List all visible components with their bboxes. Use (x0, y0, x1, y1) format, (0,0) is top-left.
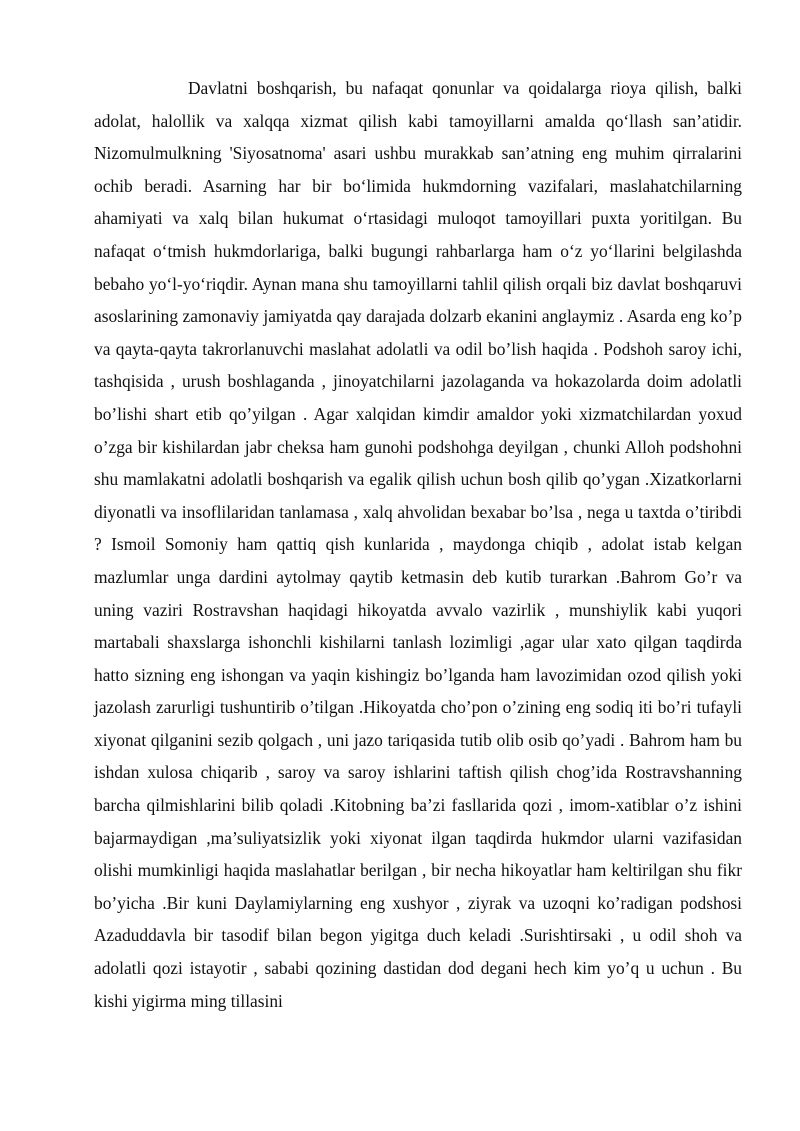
paragraph: Davlatni boshqarish, bu nafaqat qonunlar va qoidalarga rioya qilish, balki adolat, halollik va xalqqa xizmat qilish kabi tamoyillarni amalda qo‘llash san’atidir. Nizomulmulkning 'Siyosatnoma' asari ushbu murakkab san’atning eng muhim qirralarini ochib beradi. Asarning har bir bo‘limida hukmdorning vazifalari, maslahatchilarning ahamiyati va xalq bilan hukumat o‘rtasidagi muloqot tamoyillari puxta yoritilgan. Bu nafaqat o‘tmish hukmdorlariga, balki bugungi rahbarlarga ham o‘z yo‘llarini belgilashda bebaho yo‘l-yo‘riqdir. Aynan mana shu tamoyillarni tahlil qilish orqali biz davlat boshqaruvi asoslarining zamonaviy jamiyatda qay darajada dolzarb ekanini anglaymiz . Asarda eng ko’p va qayta-qayta takrorlanuvchi maslahat adolatli va odil bo’lish haqida . Podshoh saroy ichi, tashqisida , urush boshlaganda , jinoyatchilarni jazolaganda va hokazolarda doim adolatli bo’lishi shart etib qo’yilgan . Agar xalqidan kimdir amaldor yoki xizmatchilardan yoxud o’zga bir kishilardan jabr cheksa ham gunohi podshohga deyilgan , chunki Alloh podshohni shu mamlakatni adolatli boshqarish va egalik qilish uchun bosh qilib qo’ygan .Xizatkorlarni diyonatli va insoflilaridan tanlamasa , xalq ahvolidan bexabar bo’lsa , nega u taxtda o’tiribdi ? Ismoil Somoniy ham qattiq qish kunlarida , maydonga chiqib , adolat istab kelgan mazlumlar unga dardini aytolmay qaytib ketmasin deb kutib turarkan .Bahrom Go’r va uning vaziri Rostravshan haqidagi hikoyatda avvalo vazirlik , munshiylik kabi yuqori martabali shaxslarga ishonchli kishilarni tanlash lozimligi ,agar ular xato qilgan taqdirda hatto sizning eng ishongan va yaqin kishingiz bo’lganda ham lavozimidan ozod qilish yoki jazolash zarurligi tushuntirib o’tilgan .Hikoyatda cho’pon o’zining eng sodiq iti bo’ri tufayli xiyonat qilganini sezib qolgach , uni jazo tariqasida tutib olib osib qo’yadi . Bahrom ham bu ishdan xulosa chiqarib , saroy va saroy ishlarini taftish qilish chog’ida Rostravshanning barcha qilmishlarini bilib qoladi .Kitobning ba’zi fasllarida qozi , imom-xatiblar o’z ishini bajarmaydigan ,ma’suliyatsizlik yoki xiyonat ilgan taqdirda hukmdor ularni vazifasidan olishi mumkinligi haqida maslahatlar berilgan , bir necha hikoyatlar ham keltirilgan shu fikr bo’yicha .Bir kuni Daylamiylarning eng xushyor , ziyrak va uzoqni ko’radigan podshosi Azaduddavla bir tasodif bilan begon yigitga duch keladi .Surishtirsaki , u odil shoh va adolatli qozi istayotir , sababi qozining dastidan dod degani hech kim yo’q u uchun . Bu kishi yigirma ming tillasini (94, 78, 742, 1011)
body-text (94, 72, 742, 1017)
